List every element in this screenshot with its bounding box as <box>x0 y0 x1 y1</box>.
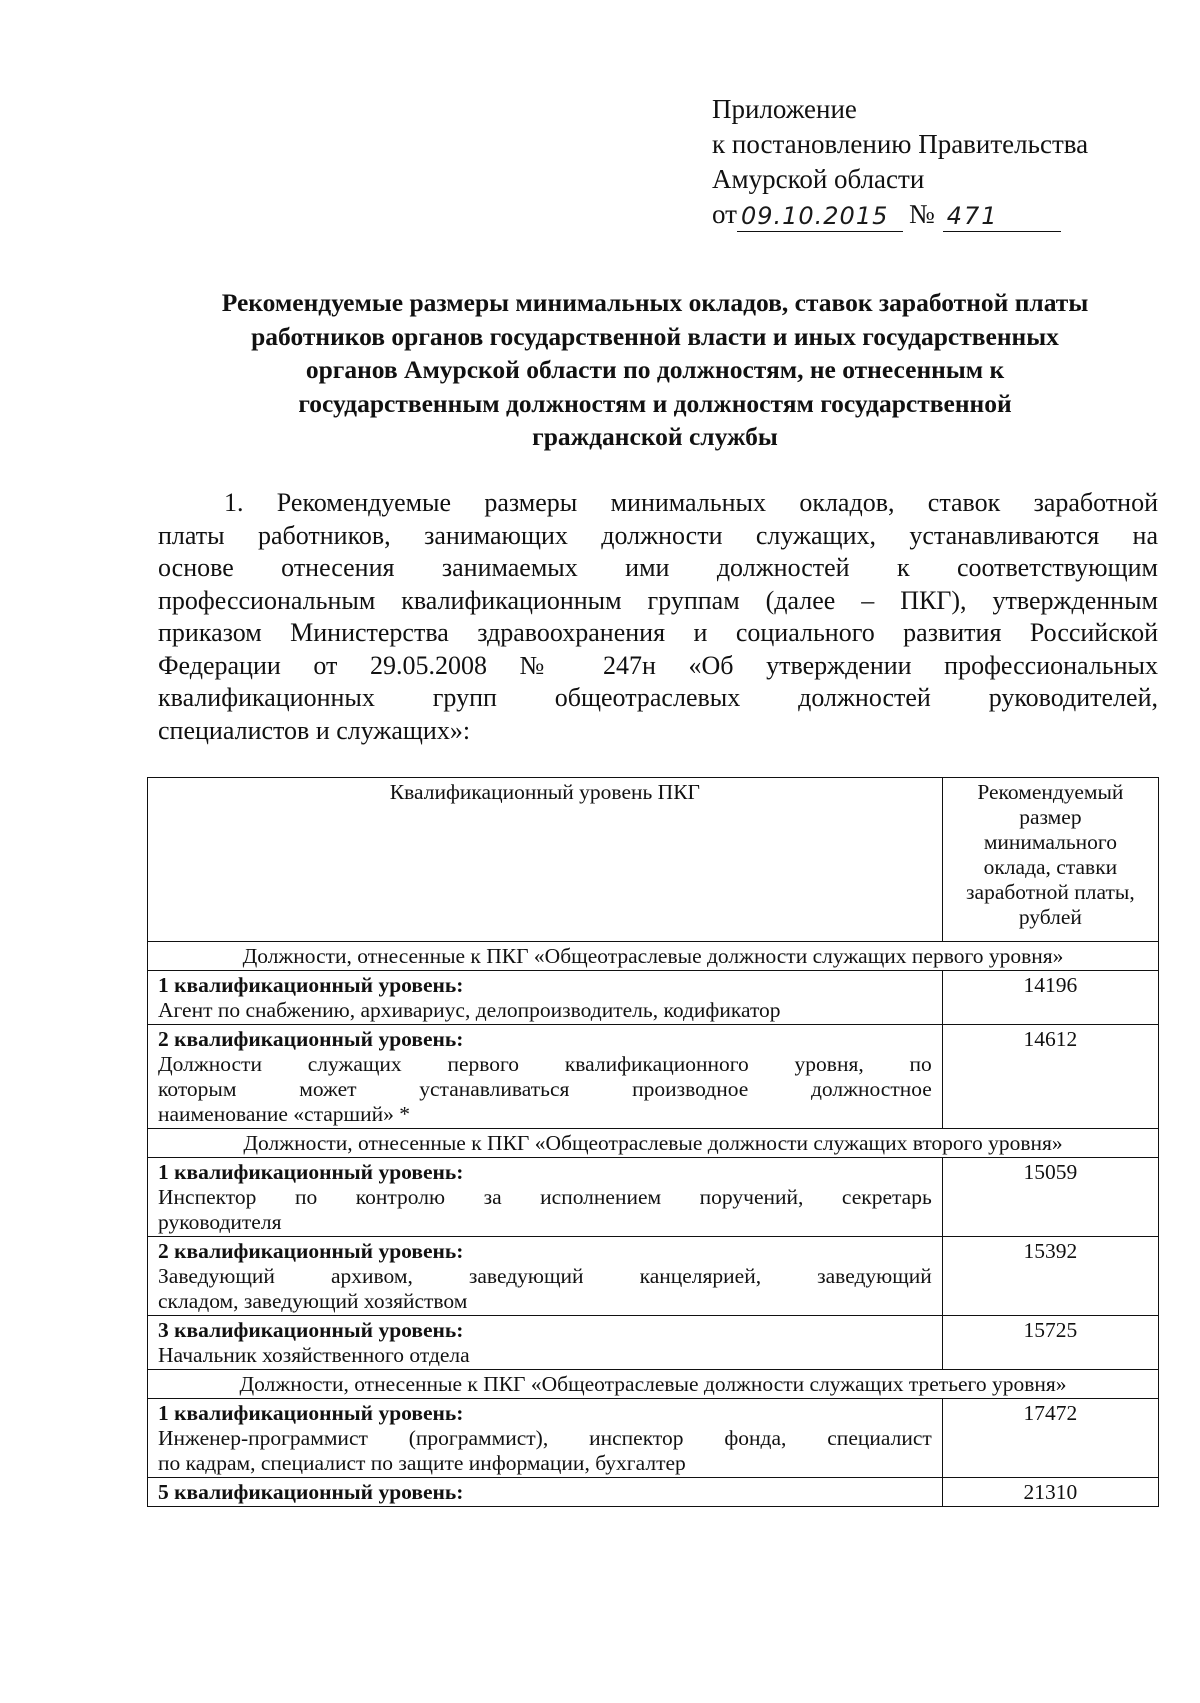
level-cell <box>148 1478 943 1507</box>
appendix-title: Приложение <box>712 94 857 124</box>
level-title: 1 квалификационный уровень: <box>158 1401 464 1425</box>
salary-value: 15725 <box>942 1316 1158 1370</box>
header-salary: Рекомендуемый размер минимального оклада, ставки заработной платы, рублей <box>942 778 1158 942</box>
description-line: руководителя <box>158 1210 282 1234</box>
document-title <box>140 286 1170 454</box>
paragraph-line: профессиональным квалификационным группам (далее – ПКГ), утвержденным <box>158 585 1158 615</box>
description-line: Заведующий архивом, заведующий канцелярией, заведующий <box>158 1264 932 1288</box>
salary-table <box>147 777 1159 1507</box>
appendix-ref-line: к постановлению Правительства <box>712 129 1089 159</box>
salary-value: 17472 <box>942 1399 1158 1478</box>
level-title: 1 квалификационный уровень: <box>158 973 464 997</box>
level-title: 1 квалификационный уровень: <box>158 1160 464 1184</box>
title-line: гражданской службы <box>532 422 778 451</box>
description-line: Должности служащих первого квалификационного уровня, по <box>158 1052 932 1076</box>
appendix-block <box>712 92 1088 232</box>
paragraph-line: 1. Рекомендуемые размеры минимальных окладов, ставок заработной <box>224 488 1158 517</box>
group-title: Должности, отнесенные к ПКГ «Общеотраслевые должности служащих первого уровня» <box>148 942 1159 971</box>
salary-value: 21310 <box>942 1478 1158 1507</box>
paragraph-line: Федерации от 29.05.2008 № 247н «Об утверждении профессиональных <box>158 650 1158 680</box>
title-line: работников органов государственной власти и иных государственных <box>251 321 1059 351</box>
table-row <box>148 1025 1159 1129</box>
level-description <box>158 1052 932 1127</box>
level-title: 3 квалификационный уровень: <box>158 1318 464 1342</box>
level-description <box>158 1185 932 1235</box>
group-title: Должности, отнесенные к ПКГ «Общеотраслевые должности служащих третьего уровня» <box>148 1370 1159 1399</box>
table-row <box>148 1399 1159 1478</box>
description-line: Инженер-программист (программист), инспектор фонда, специалист <box>158 1426 932 1450</box>
table-group-row <box>148 1370 1159 1399</box>
paragraph-line: специалистов и служащих»: <box>158 715 471 745</box>
level-description <box>158 1264 932 1314</box>
level-cell <box>148 1158 943 1237</box>
level-title: 2 квалификационный уровень: <box>158 1239 464 1263</box>
salary-value: 15059 <box>942 1158 1158 1237</box>
table-row <box>148 1478 1159 1507</box>
title-line: Рекомендуемые размеры минимальных окладов, ставок заработной платы <box>221 288 1089 317</box>
level-cell <box>148 1025 943 1129</box>
table-group-row <box>148 1129 1159 1158</box>
table-group-row <box>148 942 1159 971</box>
description-line: наименование «старший» * <box>158 1102 410 1126</box>
salary-value: 15392 <box>942 1237 1158 1316</box>
salary-value: 14612 <box>942 1025 1158 1129</box>
handwritten-date: 09.10.2015 <box>737 201 903 232</box>
level-title: 5 квалификационный уровень: <box>158 1480 464 1504</box>
appendix-date-number-line <box>712 197 1088 232</box>
table-row <box>148 1237 1159 1316</box>
level-cell <box>148 1399 943 1478</box>
paragraph-line: платы работников, занимающих должности служащих, устанавливаются на <box>158 520 1158 550</box>
level-cell <box>148 971 943 1025</box>
level-cell <box>148 1237 943 1316</box>
description-line: которым может устанавливаться производное должностное <box>158 1077 932 1101</box>
paragraph-1 <box>158 487 1158 747</box>
number-sign: № <box>908 199 935 229</box>
handwritten-number: 471 <box>943 201 1061 232</box>
salary-value: 14196 <box>942 971 1158 1025</box>
level-cell <box>148 1316 943 1370</box>
description-line: складом, заведующий хозяйством <box>158 1289 468 1313</box>
table-row <box>148 971 1159 1025</box>
level-description: Агент по снабжению, архивариус, делопроизводитель, кодификатор <box>158 998 781 1022</box>
paragraph-line: приказом Министерства здравоохранения и социального развития Российской <box>158 618 1158 647</box>
paragraph-line: основе отнесения занимаемых ими должностей к соответствующим <box>158 553 1158 582</box>
description-line: по кадрам, специалист по защите информации, бухгалтер <box>158 1451 686 1475</box>
level-title: 2 квалификационный уровень: <box>158 1027 464 1051</box>
title-line: государственным должностям и должностям государственной <box>298 388 1012 418</box>
table-row <box>148 1158 1159 1237</box>
appendix-region-line: Амурской области <box>712 164 925 194</box>
table-header-row <box>148 778 1159 942</box>
description-line: Инспектор по контролю за исполнением поручений, секретарь <box>158 1185 932 1209</box>
paragraph-line: квалификационных групп общеотраслевых должностей руководителей, <box>158 683 1158 712</box>
table-row <box>148 1316 1159 1370</box>
title-line: органов Амурской области по должностям, не отнесенным к <box>305 355 1005 384</box>
group-title: Должности, отнесенные к ПКГ «Общеотраслевые должности служащих второго уровня» <box>148 1129 1159 1158</box>
header-level: Квалификационный уровень ПКГ <box>148 778 943 942</box>
level-description <box>158 1426 932 1476</box>
date-prefix: от <box>712 199 737 229</box>
level-description: Начальник хозяйственного отдела <box>158 1343 470 1367</box>
